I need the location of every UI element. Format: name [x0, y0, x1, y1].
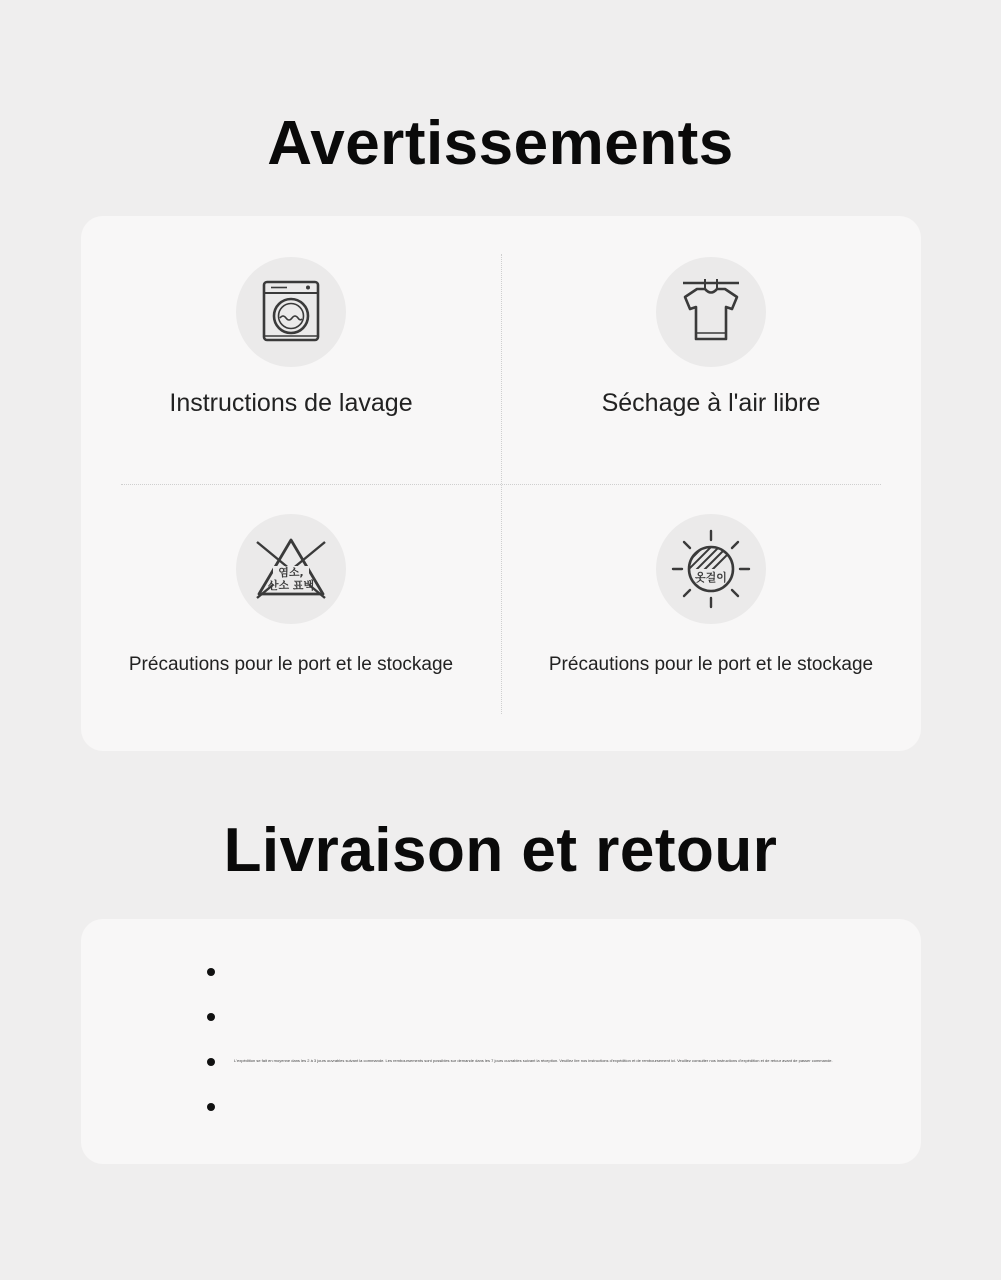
warning-item-no-bleach	[81, 514, 501, 676]
list-item	[207, 1095, 833, 1140]
warnings-title: Avertissements	[267, 109, 734, 178]
shipping-title: Livraison et retour	[223, 816, 778, 885]
no-bleach-icon	[236, 514, 346, 624]
washing-machine-icon	[236, 257, 346, 367]
bullet-dot	[207, 1013, 215, 1021]
shipping-card	[81, 919, 921, 1164]
warning-item-washing	[81, 257, 501, 418]
list-item	[207, 1005, 833, 1050]
bullet-dot	[207, 1058, 215, 1066]
list-item-text	[234, 1005, 833, 1011]
no-sun-icon-text: 옷걸이	[695, 571, 727, 584]
hanging-shirt-icon	[656, 257, 766, 367]
no-sun-label: Précautions pour le port et le stockage	[548, 654, 874, 675]
no-sun-dry-icon	[656, 514, 766, 624]
shipping-list	[207, 960, 833, 1140]
bullet-dot	[207, 968, 215, 976]
warning-item-no-sun	[501, 514, 921, 676]
no-bleach-icon-text-1: 염소,	[278, 566, 304, 579]
warning-item-air-dry	[501, 257, 921, 418]
list-item-text: L'expédition se fait en moyenne dans les 2 à 3 jours ouvrables suivant la commande. Les remboursements sont possibles sur demande dans les 7 jours ouvrables suivant la réception. Veuillez lire nos instructions d'expédition et de remboursement ici. Veuillez consulter nos instructions d'expédition et de retour avant de passer commande.	[234, 1058, 833, 1063]
warnings-card	[81, 216, 921, 751]
washing-label: Instructions de lavage	[169, 389, 413, 417]
air-dry-label: Séchage à l'air libre	[601, 389, 821, 417]
bullet-dot	[207, 1103, 215, 1111]
list-item	[207, 1050, 833, 1095]
list-item-text	[234, 1095, 833, 1101]
list-item-text	[234, 960, 833, 966]
horizontal-divider	[121, 484, 881, 485]
list-item	[207, 960, 833, 1005]
no-bleach-label: Précautions pour le port et le stockage	[128, 654, 454, 675]
no-bleach-icon-text-2: 산소 표백	[267, 579, 315, 592]
